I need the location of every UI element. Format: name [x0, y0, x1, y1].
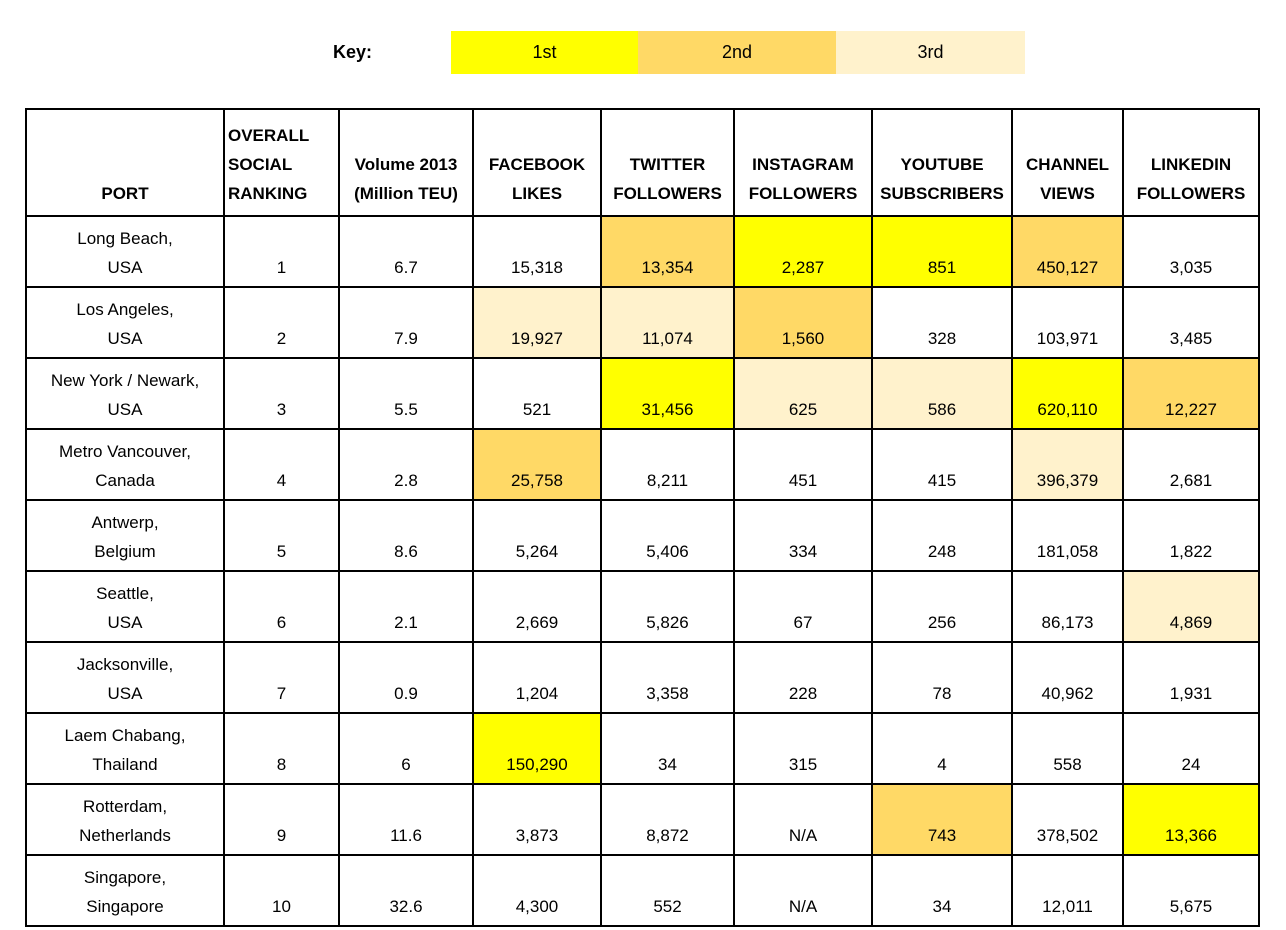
table-row [26, 784, 1259, 855]
ranking-cell: 9 [224, 784, 339, 855]
linkedin-cell: 5,675 [1123, 855, 1259, 926]
key-label: Key: [333, 42, 373, 62]
port-cell: Los Angeles, USA [26, 287, 224, 358]
instagram-cell: 67 [734, 571, 872, 642]
instagram-cell: 1,560 [734, 287, 872, 358]
port-cell: Antwerp, Belgium [26, 500, 224, 571]
facebook-cell: 1,204 [473, 642, 601, 713]
table-row [26, 216, 1259, 287]
header-twitter: TWITTER FOLLOWERS [601, 109, 734, 216]
linkedin-cell: 12,227 [1123, 358, 1259, 429]
volume-cell: 2.1 [339, 571, 473, 642]
volume-cell: 8.6 [339, 500, 473, 571]
facebook-cell: 5,264 [473, 500, 601, 571]
volume-cell: 2.8 [339, 429, 473, 500]
key-second-swatch: 2nd [638, 31, 836, 74]
youtube-cell: 328 [872, 287, 1012, 358]
instagram-cell: 2,287 [734, 216, 872, 287]
ranking-cell: 3 [224, 358, 339, 429]
port-cell: New York / Newark, USA [26, 358, 224, 429]
header-channel: CHANNEL VIEWS [1012, 109, 1123, 216]
ranking-cell: 2 [224, 287, 339, 358]
volume-cell: 5.5 [339, 358, 473, 429]
port-cell: Metro Vancouver, Canada [26, 429, 224, 500]
header-port: PORT [26, 109, 224, 216]
twitter-cell: 13,354 [601, 216, 734, 287]
youtube-cell: 34 [872, 855, 1012, 926]
instagram-cell: N/A [734, 784, 872, 855]
facebook-cell: 150,290 [473, 713, 601, 784]
instagram-cell: 334 [734, 500, 872, 571]
table-row [26, 642, 1259, 713]
channel-cell: 12,011 [1012, 855, 1123, 926]
volume-cell: 6.7 [339, 216, 473, 287]
ports-social-table [25, 108, 1260, 927]
twitter-cell: 8,211 [601, 429, 734, 500]
instagram-cell: 451 [734, 429, 872, 500]
instagram-cell: 315 [734, 713, 872, 784]
linkedin-cell: 1,822 [1123, 500, 1259, 571]
twitter-cell: 3,358 [601, 642, 734, 713]
table-row [26, 571, 1259, 642]
legend-key [0, 31, 1286, 74]
linkedin-cell: 4,869 [1123, 571, 1259, 642]
ranking-cell: 7 [224, 642, 339, 713]
linkedin-cell: 3,035 [1123, 216, 1259, 287]
twitter-cell: 552 [601, 855, 734, 926]
facebook-cell: 3,873 [473, 784, 601, 855]
instagram-cell: 625 [734, 358, 872, 429]
facebook-cell: 15,318 [473, 216, 601, 287]
twitter-cell: 11,074 [601, 287, 734, 358]
twitter-cell: 5,826 [601, 571, 734, 642]
facebook-cell: 2,669 [473, 571, 601, 642]
header-linkedin: LINKEDIN FOLLOWERS [1123, 109, 1259, 216]
channel-cell: 378,502 [1012, 784, 1123, 855]
table-row [26, 855, 1259, 926]
youtube-cell: 4 [872, 713, 1012, 784]
channel-cell: 103,971 [1012, 287, 1123, 358]
header-overall-ranking: OVERALL SOCIAL RANKING [224, 109, 339, 216]
key-first-swatch: 1st [451, 31, 638, 74]
port-cell: Singapore, Singapore [26, 855, 224, 926]
linkedin-cell: 2,681 [1123, 429, 1259, 500]
instagram-cell: 228 [734, 642, 872, 713]
linkedin-cell: 3,485 [1123, 287, 1259, 358]
port-cell: Jacksonville, USA [26, 642, 224, 713]
instagram-cell: N/A [734, 855, 872, 926]
header-youtube: YOUTUBE SUBSCRIBERS [872, 109, 1012, 216]
facebook-cell: 4,300 [473, 855, 601, 926]
channel-cell: 181,058 [1012, 500, 1123, 571]
table-row [26, 358, 1259, 429]
header-facebook: FACEBOOK LIKES [473, 109, 601, 216]
port-cell: Seattle, USA [26, 571, 224, 642]
table-row [26, 713, 1259, 784]
volume-cell: 0.9 [339, 642, 473, 713]
ranking-cell: 5 [224, 500, 339, 571]
channel-cell: 620,110 [1012, 358, 1123, 429]
facebook-cell: 19,927 [473, 287, 601, 358]
channel-cell: 450,127 [1012, 216, 1123, 287]
youtube-cell: 743 [872, 784, 1012, 855]
facebook-cell: 25,758 [473, 429, 601, 500]
table-row [26, 429, 1259, 500]
header-row [26, 109, 1259, 216]
facebook-cell: 521 [473, 358, 601, 429]
channel-cell: 396,379 [1012, 429, 1123, 500]
header-volume: Volume 2013 (Million TEU) [339, 109, 473, 216]
ranking-cell: 8 [224, 713, 339, 784]
youtube-cell: 586 [872, 358, 1012, 429]
table-row [26, 287, 1259, 358]
header-instagram: INSTAGRAM FOLLOWERS [734, 109, 872, 216]
volume-cell: 11.6 [339, 784, 473, 855]
ranking-cell: 4 [224, 429, 339, 500]
ranking-cell: 10 [224, 855, 339, 926]
linkedin-cell: 13,366 [1123, 784, 1259, 855]
ranking-cell: 1 [224, 216, 339, 287]
twitter-cell: 8,872 [601, 784, 734, 855]
twitter-cell: 5,406 [601, 500, 734, 571]
port-cell: Long Beach, USA [26, 216, 224, 287]
channel-cell: 40,962 [1012, 642, 1123, 713]
volume-cell: 32.6 [339, 855, 473, 926]
youtube-cell: 248 [872, 500, 1012, 571]
youtube-cell: 415 [872, 429, 1012, 500]
table-row [26, 500, 1259, 571]
youtube-cell: 256 [872, 571, 1012, 642]
port-cell: Rotterdam, Netherlands [26, 784, 224, 855]
channel-cell: 558 [1012, 713, 1123, 784]
volume-cell: 6 [339, 713, 473, 784]
port-cell: Laem Chabang, Thailand [26, 713, 224, 784]
volume-cell: 7.9 [339, 287, 473, 358]
channel-cell: 86,173 [1012, 571, 1123, 642]
twitter-cell: 34 [601, 713, 734, 784]
key-third-swatch: 3rd [836, 31, 1025, 74]
linkedin-cell: 1,931 [1123, 642, 1259, 713]
ranking-cell: 6 [224, 571, 339, 642]
youtube-cell: 78 [872, 642, 1012, 713]
youtube-cell: 851 [872, 216, 1012, 287]
linkedin-cell: 24 [1123, 713, 1259, 784]
twitter-cell: 31,456 [601, 358, 734, 429]
